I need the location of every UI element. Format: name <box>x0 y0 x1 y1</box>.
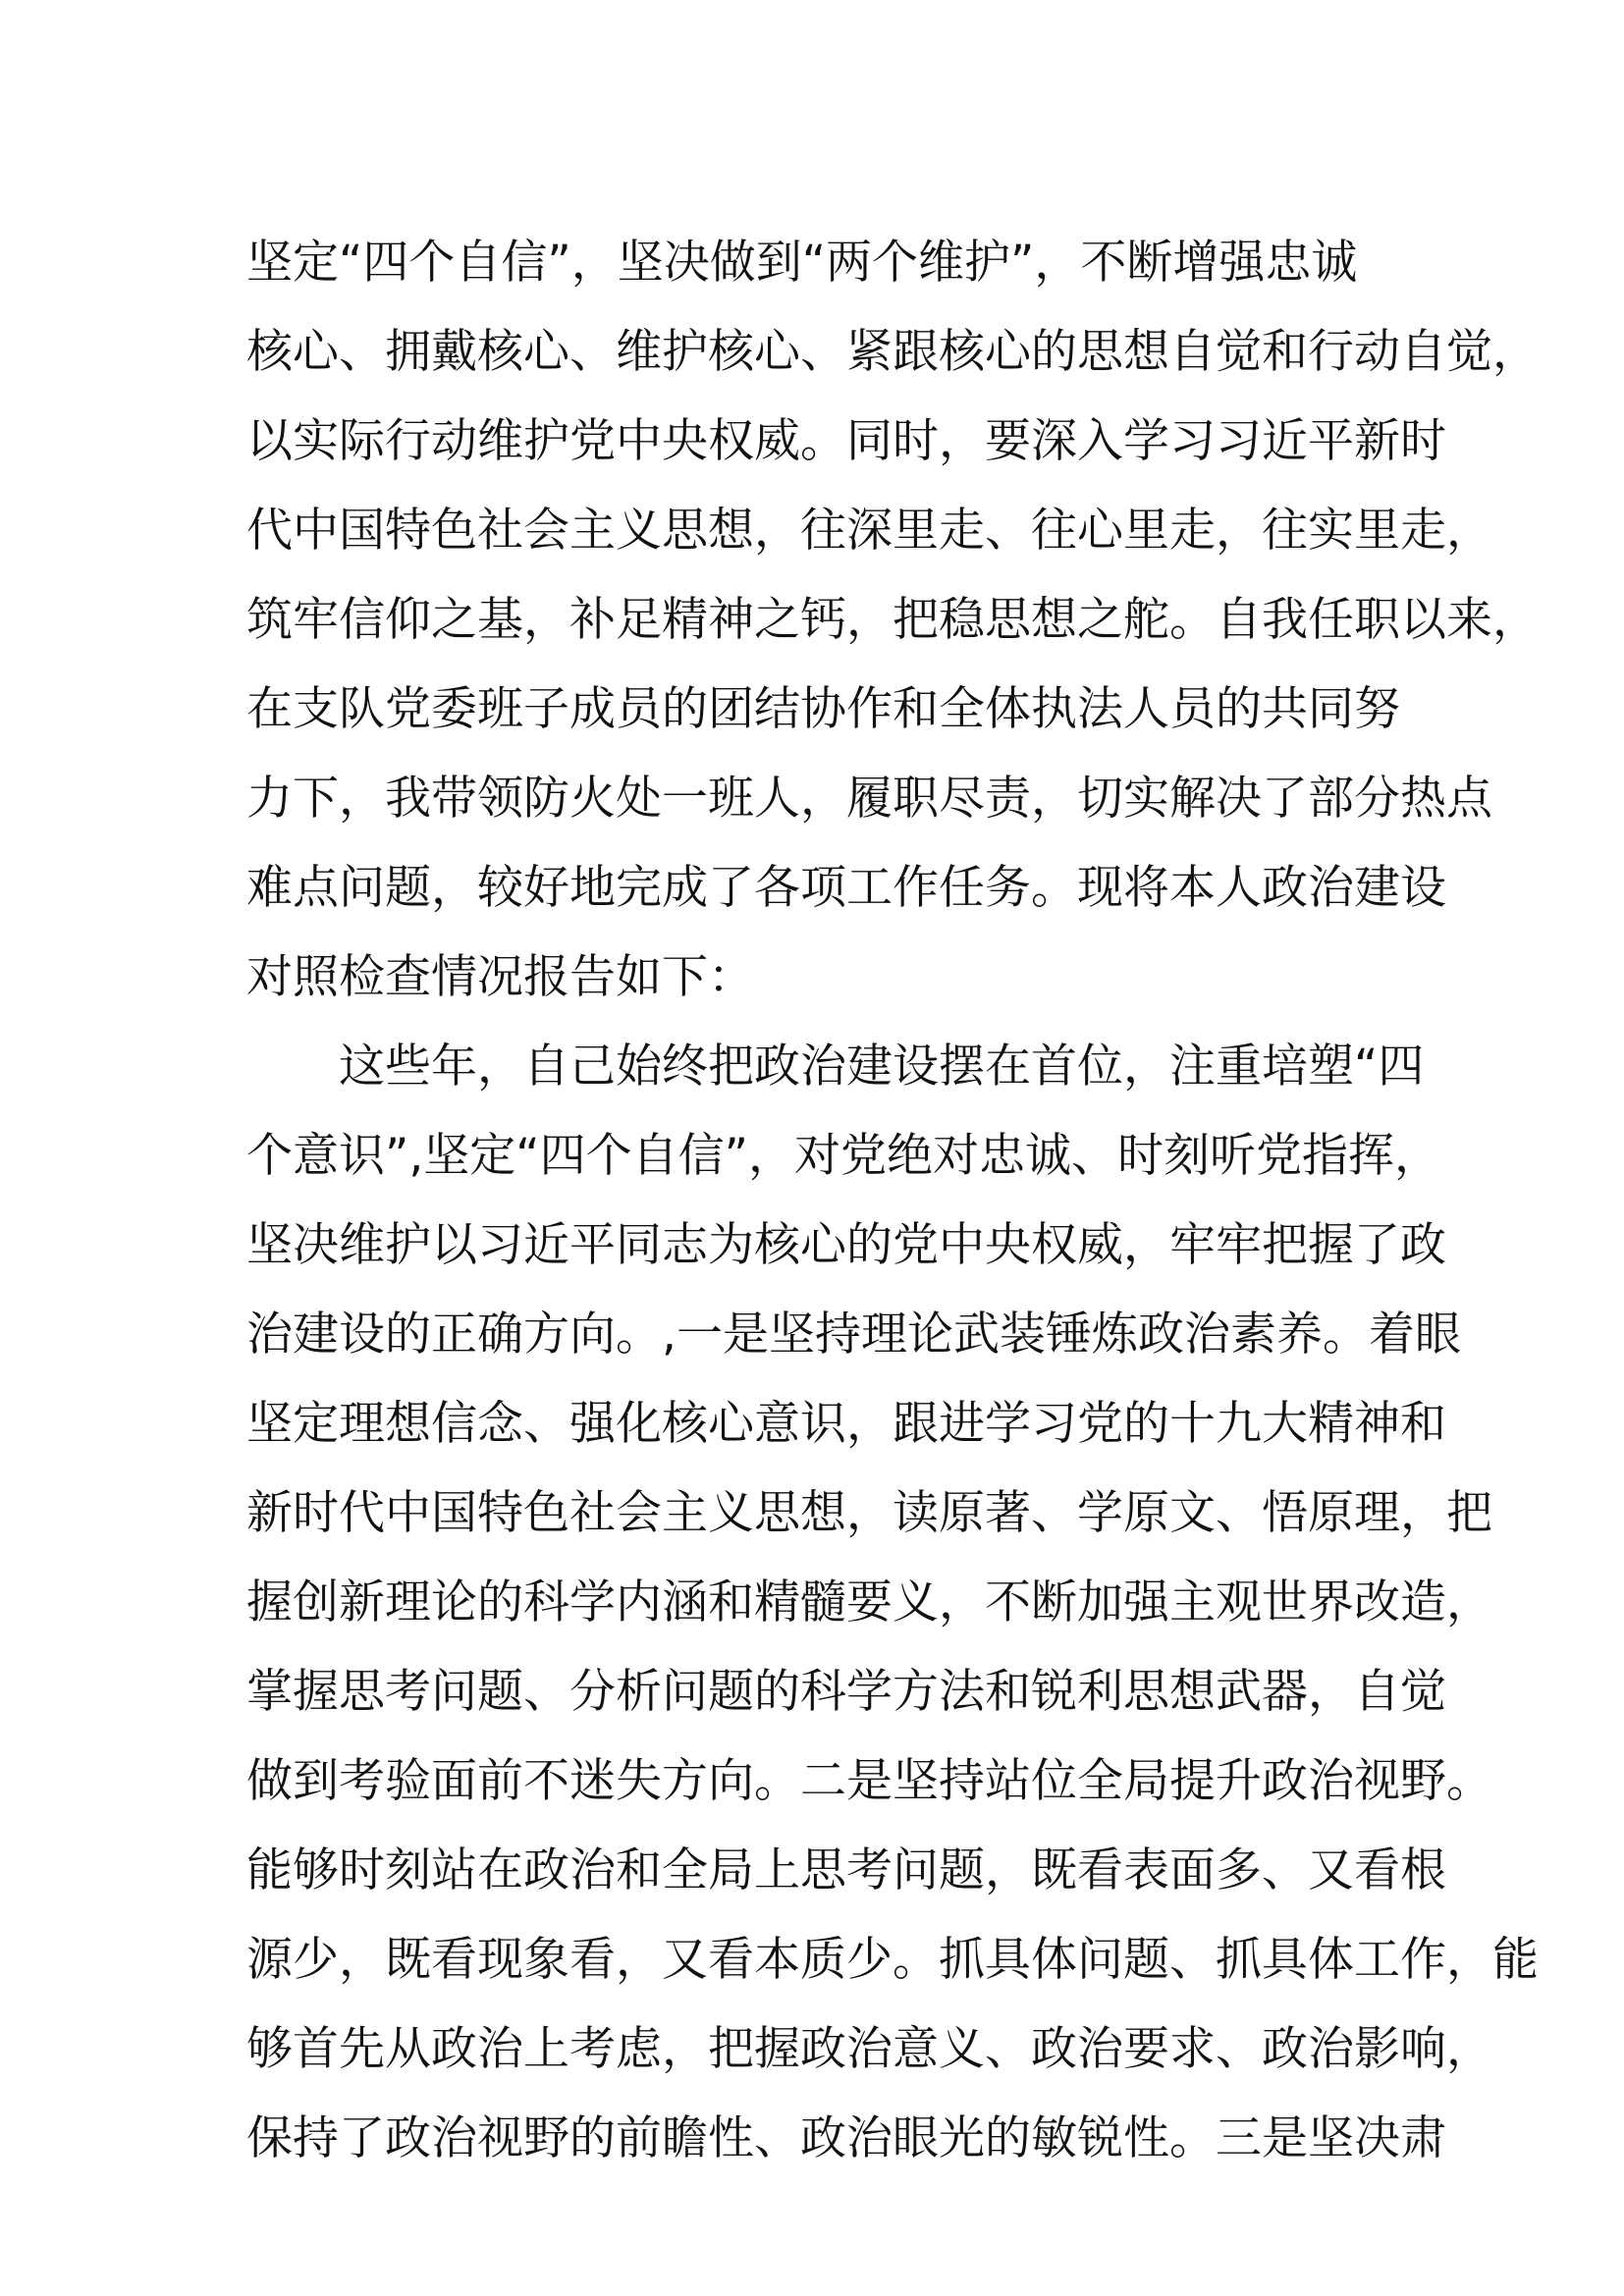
text-line-18: 做到考验面前不迷失方向。二是坚持站位全局提升政治视野。 <box>246 1754 1492 1808</box>
text-line-12: 坚决维护以习近平同志为核心的党中央权威，牢牢把握了政 <box>246 1218 1446 1272</box>
text-line-10: 这些年，自己始终把政治建设摆在首位，注重培塑“四 <box>246 1040 1425 1094</box>
text-line-1: 坚定“四个自信”，坚决做到“两个维护”，不断增强忠诚 <box>246 236 1358 290</box>
text-line-17: 掌握思考问题、分析问题的科学方法和锐利思想武器，自觉 <box>246 1665 1446 1719</box>
text-line-5: 筑牢信仰之基，补足精神之钙，把稳思想之舵。自我任职以来， <box>246 593 1539 647</box>
text-line-19: 能够时刻站在政治和全局上思考问题，既看表面多、又看根 <box>246 1843 1446 1897</box>
text-line-4: 代中国特色社会主义思想，往深里走、往心里走，往实里走， <box>246 504 1492 558</box>
text-line-2: 核心、拥戴核心、维护核心、紧跟核心的思想自觉和行动自觉， <box>246 325 1539 379</box>
text-line-13: 治建设的正确方向。,一是坚持理论武装锤炼政治素养。着眼 <box>246 1308 1461 1362</box>
body-text <box>246 218 1539 2183</box>
text-line-20: 源少，既看现象看，又看本质少。抓具体问题、抓具体工作，能 <box>246 1933 1539 1987</box>
text-line-7: 力下，我带领防火处一班人，履职尽责，切实解决了部分热点 <box>246 772 1492 826</box>
text-line-3: 以实际行动维护党中央权威。同时，要深入学习习近平新时 <box>246 414 1446 468</box>
text-line-22: 保持了政治视野的前瞻性、政治眼光的敏锐性。三是坚决肃 <box>246 2111 1446 2165</box>
text-line-11: 个意识”,坚定“四个自信”，对党绝对忠诚、时刻听党指挥， <box>246 1129 1440 1183</box>
text-line-15: 新时代中国特色社会主义思想，读原著、学原文、悟原理，把 <box>246 1486 1492 1540</box>
text-line-9: 对照检查情况报告如下： <box>246 950 754 1004</box>
text-line-16: 握创新理论的科学内涵和精髓要义，不断加强主观世界改造， <box>246 1575 1492 1629</box>
text-line-8: 难点问题，较好地完成了各项工作任务。现将本人政治建设 <box>246 861 1446 915</box>
text-line-21: 够首先从政治上考虑，把握政治意义、政治要求、政治影响， <box>246 2022 1492 2076</box>
text-line-14: 坚定理想信念、强化核心意识，跟进学习党的十九大精神和 <box>246 1397 1446 1451</box>
text-line-6: 在支队党委班子成员的团结协作和全体执法人员的共同努 <box>246 682 1400 736</box>
